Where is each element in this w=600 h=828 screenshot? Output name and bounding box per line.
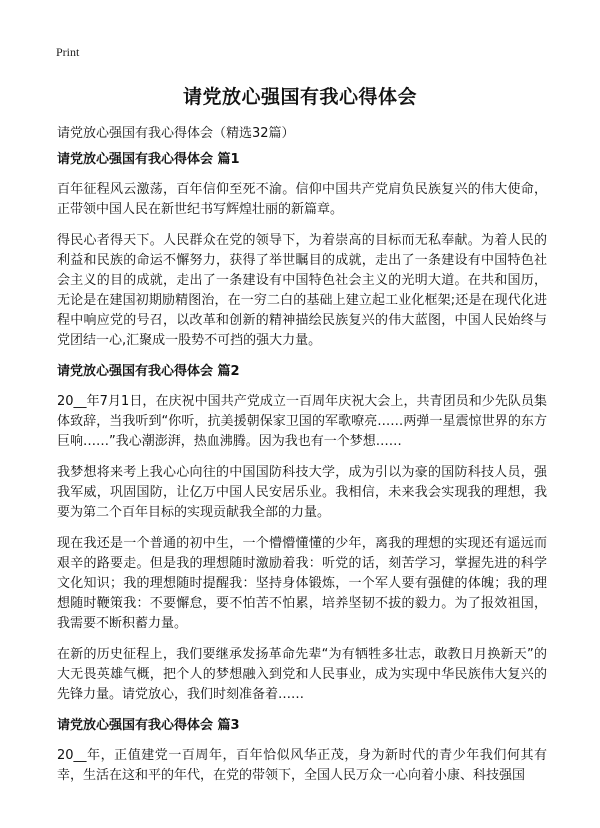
paragraph: 在新的历史征程上，我们要继承发扬革命先辈“为有牺牲多壮志，敢教日月换新天”的大无畏英雄气概，把个人的梦想融入到党和人民事业，成为实现中华民族伟大复兴的先锋力量。请党放心，我们时刻准备着…… bbox=[57, 647, 547, 702]
print-link[interactable]: Print bbox=[56, 45, 80, 59]
paragraph: 得民心者得天下。人民群众在党的领导下，为着崇高的目标而无私奉献。为着人民的利益和民族的命运不懈努力，获得了举世瞩目的成就，走出了一条建设有中国特色社会主义的目的成就，走出了一条建设有中国特色社会主义的光明大道。在共和国历，无论是在建国初期励精图治，在一穷二白的基础上建立起工业化框架;还是在现代化进程中响应党的号召，以改革和创新的精神描绘民族复兴的伟大蓝图，中国人民始终与党团结一心,汇聚成一股势不可挡的强大力量。 bbox=[57, 233, 547, 348]
page-subtitle: 请党放心强国有我心得体会（精选32篇） bbox=[57, 126, 295, 141]
paragraph: 百年征程风云激荡，百年信仰至死不渝。信仰中国共产党肩负民族复兴的伟大使命，正带领中国人民在新世纪书写辉煌壮丽的新篇章。 bbox=[57, 182, 547, 217]
page-title: 请党放心强国有我心得体会 bbox=[182, 86, 417, 108]
paragraph: 20__年7月1日，在庆祝中国共产党成立一百周年庆祝大会上，共青团员和少先队员集体致辞，当我听到“你听，抗美援朝保家卫国的军歌嘹亮……两弹一星震惊世界的东方巨响……”我心潮澎湃，热血沸腾。因为我也有一个梦想…… bbox=[57, 394, 547, 449]
paragraph: 现在我还是一个普通的初中生，一个懵懵懂懂的少年，离我的理想的实现还有遥远而艰辛的路要走。但是我的理想随时激励着我：听党的话，刻苦学习，掌握先进的科学文化知识；我的理想随时提醒我：坚持身体锻炼，一个军人要有强健的体魄；我的理想随时鞭策我：不要懈怠，要不怕苦不怕累，培养坚韧不拔的毅力。为了报效祖国，我需要不断积蓄力量。 bbox=[57, 536, 547, 631]
paragraph: 我梦想将来考上我心心向往的中国国防科技大学，成为引以为豪的国防科技人员，强我军威，巩固国防，让亿万中国人民安居乐业。我相信，未来我会实现我的理想，我要为第二个百年目标的实现贡献我全部的力量。 bbox=[57, 465, 547, 520]
section-heading: 请党放心强国有我心得体会 篇3 bbox=[57, 718, 240, 733]
article-body bbox=[57, 150, 547, 786]
section-heading: 请党放心强国有我心得体会 篇2 bbox=[57, 364, 240, 379]
paragraph: 20__年，正值建党一百周年，百年恰似风华正茂，身为新时代的青少年我们何其有幸，生活在这和平的年代，在党的带领下，全国人民万众一心向着小康、科技强国 bbox=[57, 748, 547, 783]
section-heading: 请党放心强国有我心得体会 篇1 bbox=[57, 152, 240, 167]
